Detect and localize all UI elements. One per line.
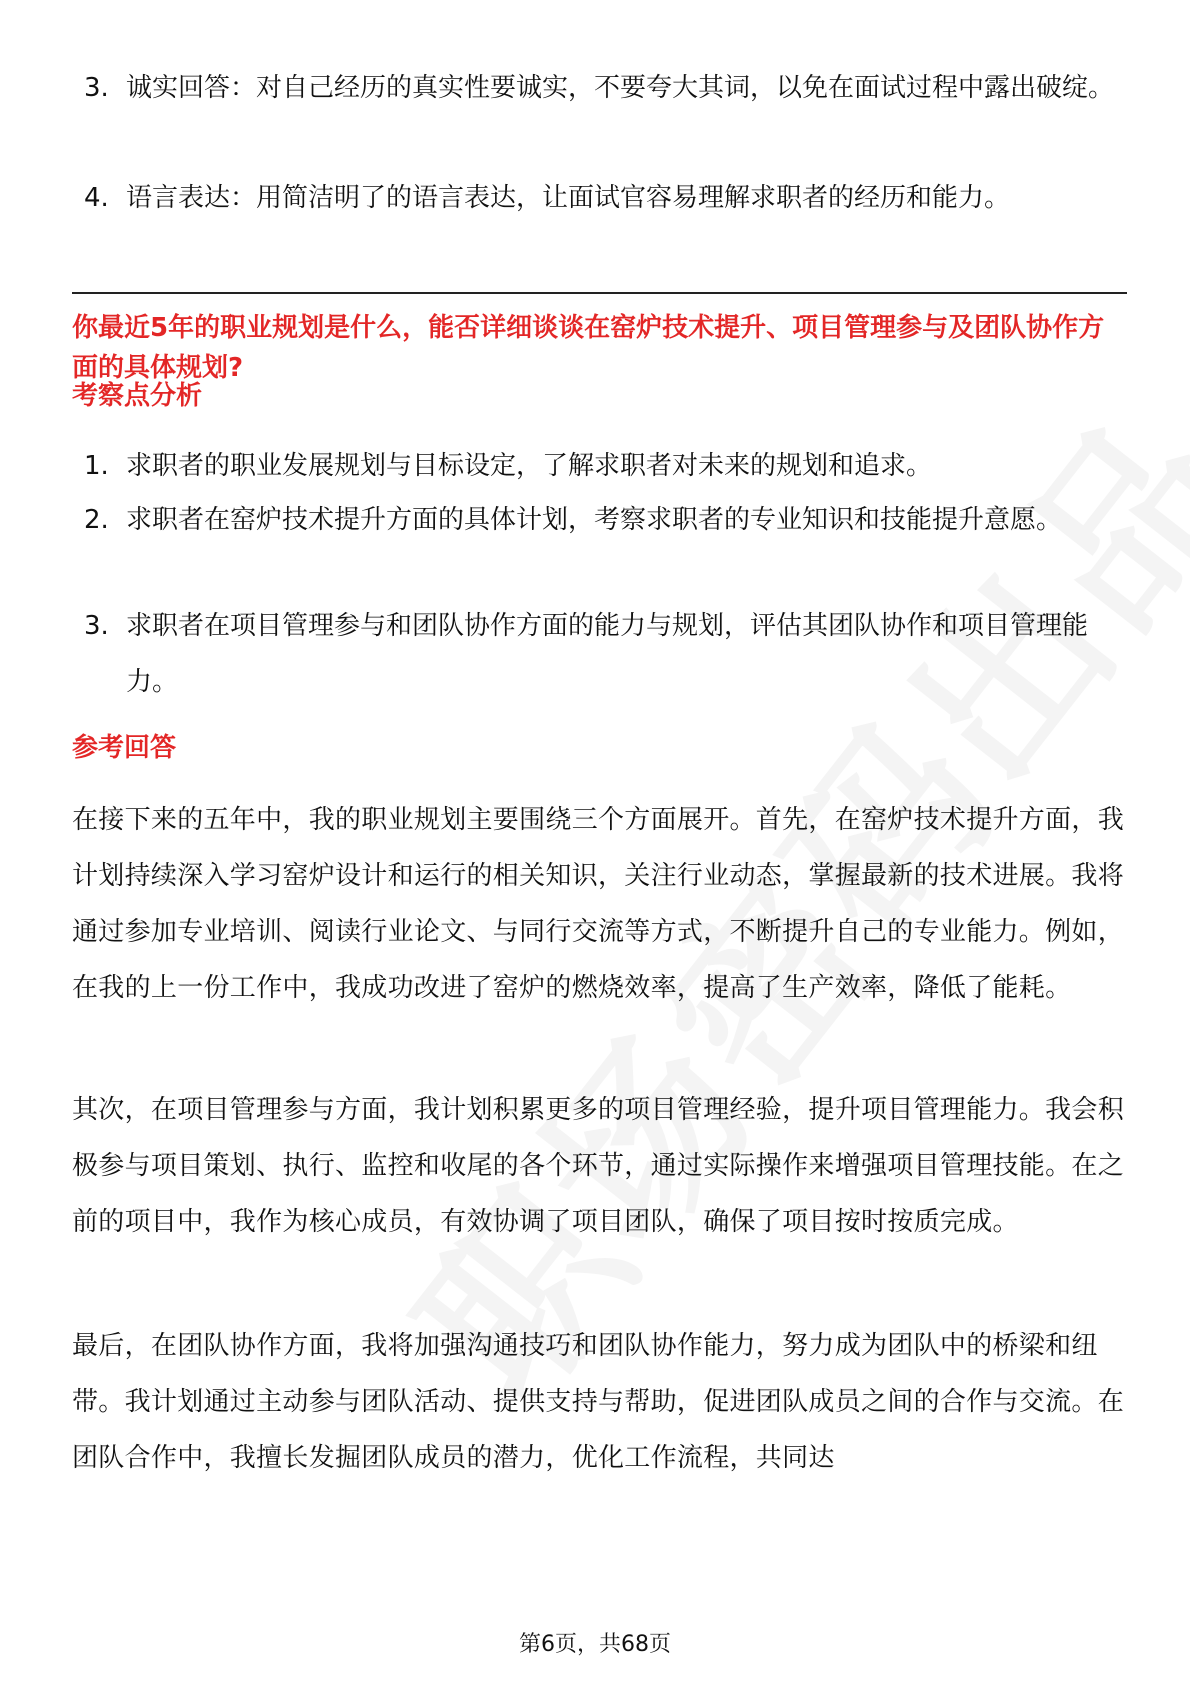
analysis-item-number: 3.: [84, 611, 109, 641]
analysis-item: [84, 438, 1124, 494]
analysis-item: [84, 598, 1124, 710]
answer-paragraph: 在接下来的五年中，我的职业规划主要围绕三个方面展开。首先，在窑炉技术提升方面，我计划持续深入学习窑炉设计和运行的相关知识，关注行业动态，掌握最新的技术进展。我将通过参加专业培训、阅读行业论文、与同行交流等方式，不断提升自己的专业能力。例如，在我的上一份工作中，我成功改进了窑炉的燃烧效率，提高了生产效率，降低了能耗。: [72, 805, 1125, 1003]
analysis-item-text: 求职者在窑炉技术提升方面的具体计划，考察求职者的专业知识和技能提升意愿。: [126, 505, 1063, 535]
list-item-text: 诚实回答：对自己经历的真实性要诚实，不要夸大其词，以免在面试过程中露出破绽。: [126, 73, 1115, 103]
list-item: [84, 60, 1124, 116]
analysis-item: [84, 492, 1124, 548]
answer-heading: 参考回答: [72, 733, 177, 763]
answer-paragraph: 其次，在项目管理参与方面，我计划积累更多的项目管理经验，提升项目管理能力。我会积极参与项目策划、执行、监控和收尾的各个环节，通过实际操作来增强项目管理技能。在之前的项目中，我作为核心成员，有效协调了项目团队，确保了项目按时按质完成。: [72, 1095, 1125, 1237]
section-divider: [72, 292, 1127, 294]
analysis-item-number: 2.: [84, 505, 109, 535]
analysis-item-text: 求职者的职业发展规划与目标设定，了解求职者对未来的规划和追求。: [126, 451, 933, 481]
analysis-heading: 考察点分析: [72, 381, 203, 411]
answer-paragraph: 最后，在团队协作方面，我将加强沟通技巧和团队协作能力，努力成为团队中的桥梁和纽带。我计划通过主动参与团队活动、提供支持与帮助，促进团队成员之间的合作与交流。在团队合作中，我擅长发掘团队成员的潜力，优化工作流程，共同达: [72, 1331, 1125, 1473]
analysis-item-number: 1.: [84, 451, 109, 481]
list-item-number: 4.: [84, 183, 109, 213]
page-footer: 第6页，共68页: [519, 1632, 671, 1657]
list-item: [84, 170, 1124, 226]
list-item-number: 3.: [84, 73, 109, 103]
list-item-text: 语言表达：用简洁明了的语言表达，让面试官容易理解求职者的经历和能力。: [126, 183, 1011, 213]
question-title: 你最近5年的职业规划是什么，能否详细谈谈在窑炉技术提升、项目管理参与及团队协作方面的具体规划?: [72, 313, 1105, 383]
analysis-item-text: 求职者在项目管理参与和团队协作方面的能力与规划，评估其团队协作和项目管理能力。: [126, 611, 1089, 697]
